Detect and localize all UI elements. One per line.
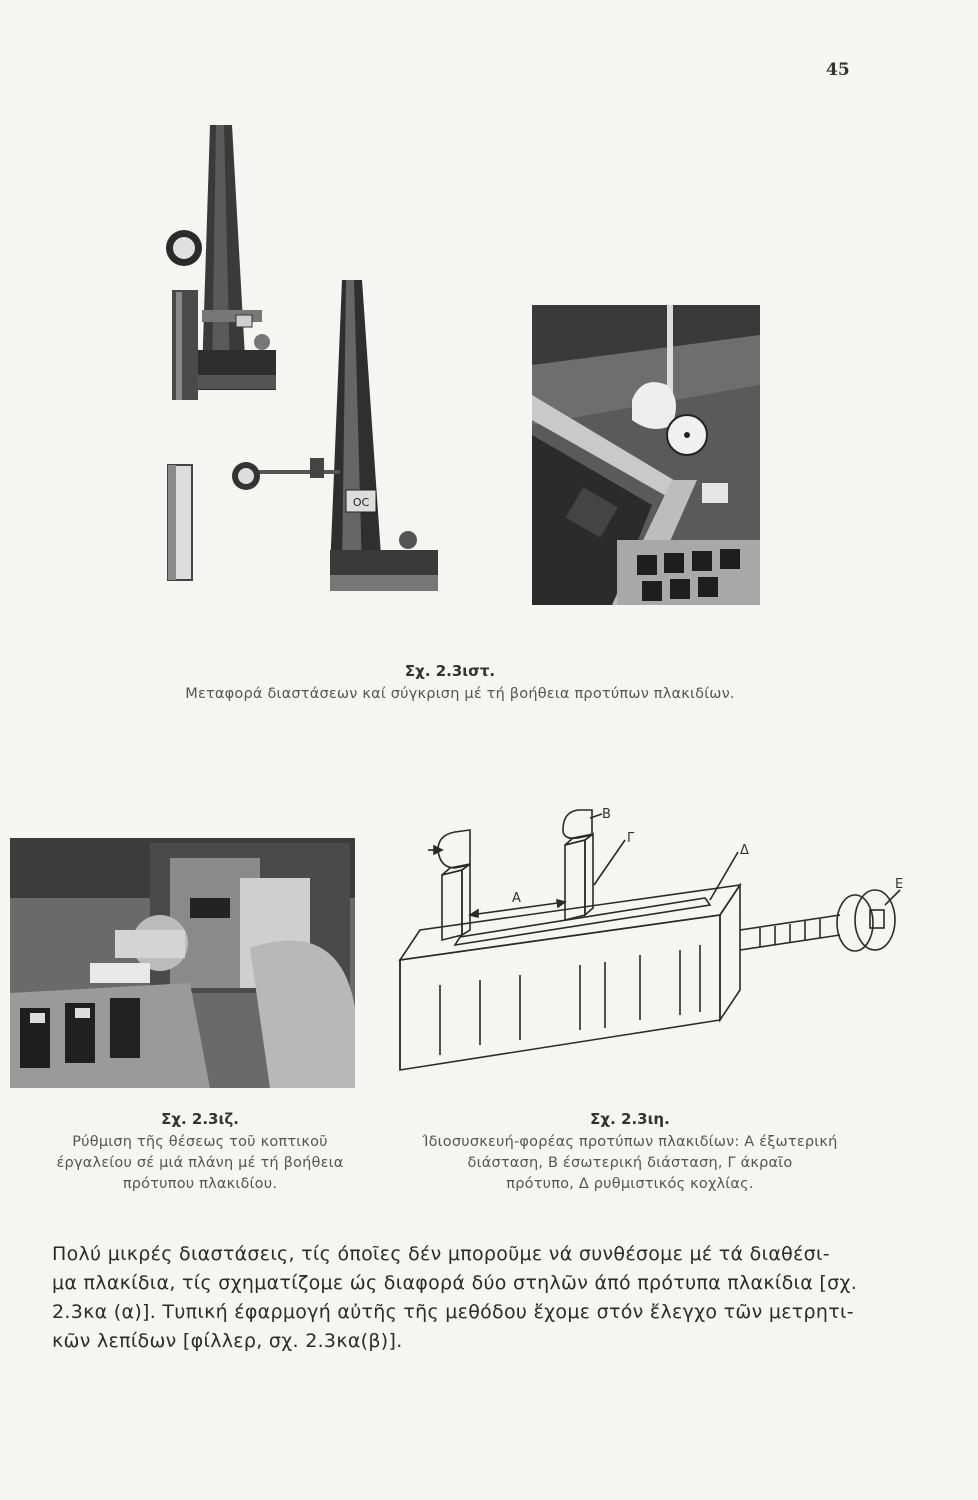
body-line: Πολύ μικρές διαστάσεις, τίς όποῖες δέν μποροῦμε νά συνθέσομε μέ τά διαθέσι- <box>52 1243 830 1265</box>
figure-caption <box>390 1132 870 1195</box>
page-number: 45 <box>826 60 850 80</box>
label-e: Ε <box>895 877 904 892</box>
caption-line: διάσταση, Β έσωτερική διάσταση, Γ άκραῖο <box>467 1155 793 1171</box>
photo-height-gauge <box>150 120 450 600</box>
photo-planer-tool <box>10 838 355 1088</box>
caption-line: Ρύθμιση τῆς θέσεως τοῦ κοπτικοῦ <box>72 1134 328 1150</box>
figure-caption <box>30 1132 370 1195</box>
svg-text:OC: OC <box>352 496 370 509</box>
figure-number: Σχ. 2.3ιστ. <box>404 662 496 680</box>
figure-number: Σχ. 2.3ιη. <box>590 1110 670 1128</box>
label-g: Γ <box>627 831 635 846</box>
figure-caption: Μεταφορά διαστάσεων καί σύγκριση μέ τή βοήθεια προτύπων πλακιδίων. <box>185 686 735 702</box>
label-d: Δ <box>740 843 749 858</box>
label-a: Α <box>512 891 521 906</box>
caption-line: πρότυπου πλακιδίου. <box>122 1176 278 1192</box>
body-paragraph <box>52 1240 872 1356</box>
body-line: 2.3κα (α)]. Τυπική έφαρμογή αὐτῆς τῆς μεθόδου ἔχομε στόν ἔλεγχο τῶν μετρητι- <box>52 1301 854 1323</box>
figure-number: Σχ. 2.3ιζ. <box>161 1110 239 1128</box>
caption-line: Ίδιοσυσκευή-φορέας προτύπων πλακιδίων: Α έξωτερική <box>422 1134 838 1150</box>
caption-line: έργαλείου σέ μιά πλάνη μέ τή βοήθεια <box>56 1155 344 1171</box>
caption-line: πρότυπο, Δ ρυθμιστικός κοχλίας. <box>506 1176 754 1192</box>
body-line: μα πλακίδια, τίς σχηματίζομε ώς διαφορά δύο στηλῶν άπό πρότυπα πλακίδια [σχ. <box>52 1272 858 1294</box>
label-b: Β <box>602 807 611 822</box>
drawing-gauge-block-holder <box>380 790 940 1080</box>
photo-gauge-blocks-dial <box>532 305 760 605</box>
body-line: κῶν λεπίδων [φίλλερ, σχ. 2.3κα(β)]. <box>52 1330 403 1352</box>
